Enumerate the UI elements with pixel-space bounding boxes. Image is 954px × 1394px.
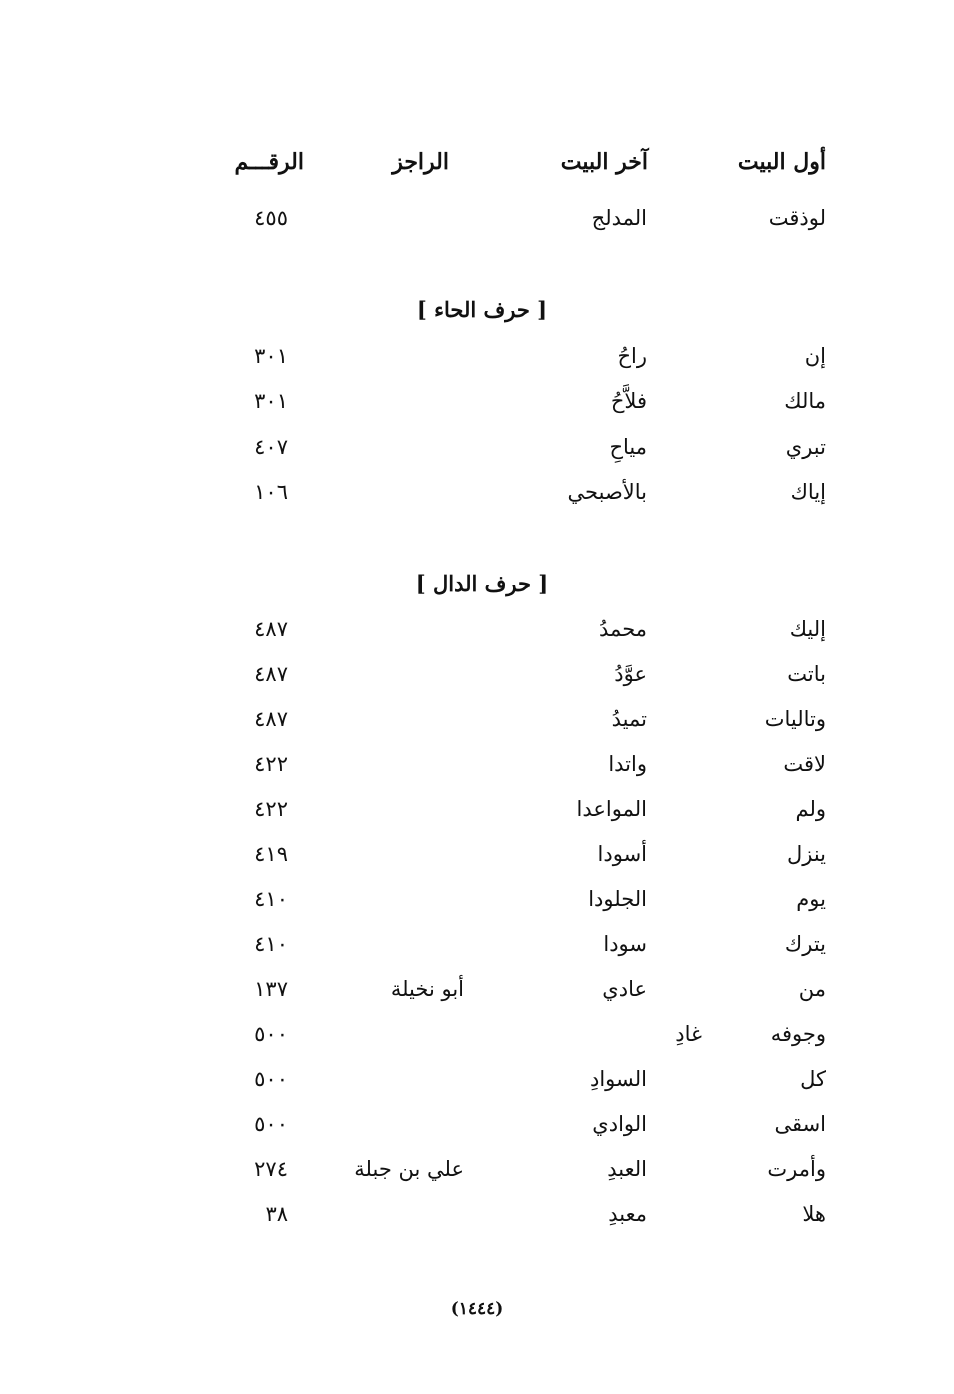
header-poet: الراجز [392, 149, 449, 175]
number: ٥٠٠ [254, 1112, 288, 1136]
number: ٤١٩ [254, 842, 288, 866]
number: ٤٠٧ [254, 435, 288, 459]
last-verse: فلاَّحُ [610, 389, 647, 413]
table-row [0, 1059, 954, 1099]
number: ٥٠٠ [254, 1022, 288, 1046]
last-verse: أسودا [597, 842, 647, 866]
first-verse: وجوفه [770, 1022, 826, 1046]
table-header [0, 142, 954, 182]
table-row [0, 1194, 954, 1234]
number: ٢٧٤ [254, 1157, 288, 1181]
table-row [0, 427, 954, 467]
table-row [0, 472, 954, 512]
number: ١٣٧ [254, 977, 288, 1001]
table-row [0, 381, 954, 421]
page-number: (١٤٤٤) [450, 1299, 504, 1319]
first-verse: يوم [796, 887, 826, 911]
first-verse: هلا [802, 1202, 826, 1226]
table-row [0, 1014, 954, 1054]
first-verse: يترك [784, 932, 826, 956]
last-verse: المواعدا [576, 797, 647, 821]
number: ٤٨٧ [254, 707, 288, 731]
poet: علي بن جبلة [354, 1157, 464, 1181]
last-verse: تميدُ [611, 707, 647, 731]
table-row [0, 1104, 954, 1144]
section-title-haa: [ حرف الحاء ] [416, 297, 548, 322]
number: ٤٥٥ [254, 206, 288, 230]
table-row [0, 834, 954, 874]
number: ٣٨ [265, 1202, 288, 1226]
number: ٥٠٠ [254, 1067, 288, 1091]
last-verse: محمدُ [599, 617, 647, 641]
last-verse: معبدِ [608, 1202, 647, 1226]
table-row [0, 789, 954, 829]
last-verse: العبدِ [607, 1157, 647, 1181]
first-verse: وتاليات [764, 707, 826, 731]
table-row [0, 969, 954, 1009]
section-title-daal: [ حرف الدال ] [415, 571, 549, 596]
header-first-verse: أول البيت [737, 149, 826, 175]
last-verse: عوَّدُ [614, 662, 647, 686]
number: ٤١٠ [254, 932, 288, 956]
last-verse: المدلج [591, 206, 647, 230]
header-number: الرقـــم [234, 149, 304, 175]
last-verse: الجلودا [588, 887, 647, 911]
first-verse: إن [804, 344, 826, 368]
last-verse: الوادي [592, 1112, 647, 1136]
number: ٤٢٢ [254, 752, 288, 776]
last-verse: راحُ [617, 344, 647, 368]
poet: أبو نخيلة [390, 977, 464, 1001]
first-verse: إليك [789, 617, 826, 641]
table-row [0, 1149, 954, 1189]
number: ٤٨٧ [254, 617, 288, 641]
table-row [0, 654, 954, 694]
first-verse: باتت [787, 662, 826, 686]
table-row [0, 879, 954, 919]
first-verse: ينزل [786, 842, 826, 866]
first-verse: مالك [784, 389, 826, 413]
table-row [0, 924, 954, 964]
table-row [0, 198, 954, 238]
table-row [0, 336, 954, 376]
last-verse: سودا [603, 932, 647, 956]
number: ٣٠١ [254, 389, 288, 413]
first-verse: كل [800, 1067, 826, 1091]
last-verse: بالأصبحي [567, 480, 647, 504]
last-verse: عادي [602, 977, 647, 1001]
number: ٤١٠ [254, 887, 288, 911]
first-verse: لاقت [783, 752, 826, 776]
number: ١٠٦ [254, 480, 288, 504]
last-verse: واتدا [608, 752, 647, 776]
table-row [0, 699, 954, 739]
first-verse: لوذقت [768, 206, 826, 230]
table-row [0, 744, 954, 784]
number: ٤٢٢ [254, 797, 288, 821]
number: ٤٨٧ [254, 662, 288, 686]
header-last-verse: آخر البيت [560, 149, 648, 175]
first-verse: اسقى [774, 1112, 826, 1136]
last-verse: مياحِ [609, 435, 647, 459]
first-verse: إياك [790, 480, 826, 504]
first-verse: تبري [785, 435, 826, 459]
table-row [0, 609, 954, 649]
first-verse: من [798, 977, 826, 1001]
first-verse: ولم [795, 797, 826, 821]
last-verse: السوادِ [589, 1067, 647, 1091]
last-verse: غادِ [675, 1022, 702, 1046]
first-verse: وأمرت [767, 1157, 826, 1181]
number: ٣٠١ [254, 344, 288, 368]
